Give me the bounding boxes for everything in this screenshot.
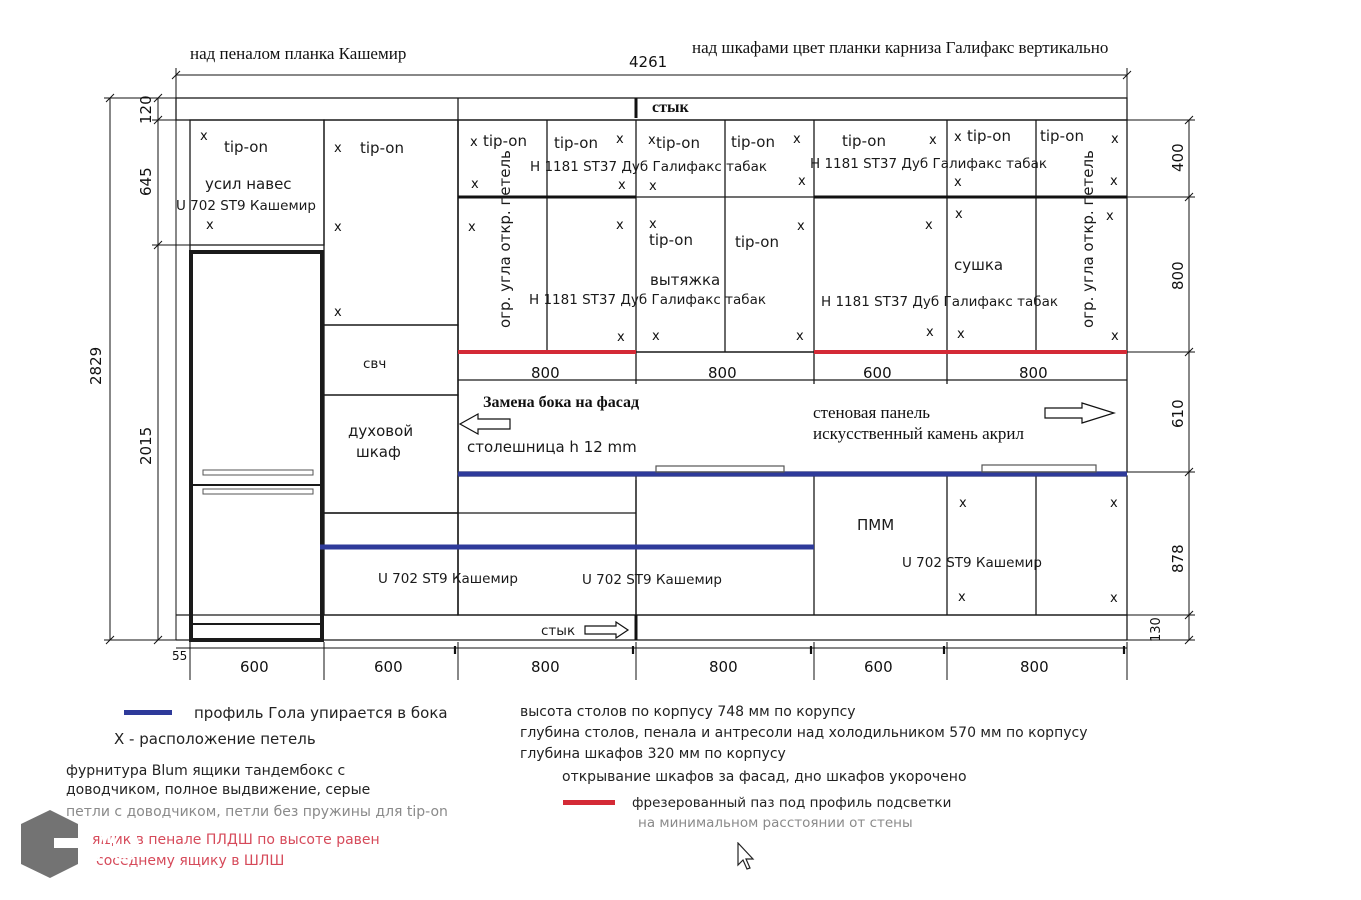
fridge	[191, 252, 322, 640]
halifax-upper-right-label: H 1181 ST37 Дуб Галифакс табак	[810, 156, 1048, 172]
legend-fittings-1: фурнитура Blum ящики тандембокс с	[66, 763, 346, 779]
wall-panel-note-1: стеновая панель	[813, 403, 931, 422]
dim-lower-tall: 2015	[137, 426, 155, 465]
hinge-mark: x	[959, 496, 967, 511]
hinge-mark: x	[796, 329, 804, 344]
hinge-mark: x	[616, 132, 624, 147]
hinge-mark: x	[925, 218, 933, 233]
hinge-mark: x	[206, 218, 214, 233]
worktop-note: столешница h 12 mm	[467, 438, 637, 456]
tipon-upper-7: tip-on	[1040, 127, 1084, 145]
gola-profiles	[320, 474, 1127, 547]
hinge-limit-left-label: огр. угла откр. петель	[496, 150, 514, 328]
dim-upper-1: 400	[1169, 143, 1187, 172]
width-base-1: 800	[531, 658, 560, 676]
hinge-mark: x	[1111, 329, 1119, 344]
dim-right-plinth: 130	[1149, 617, 1164, 642]
hinge-mark: x	[616, 218, 624, 233]
dishwasher-label: ПММ	[857, 516, 895, 534]
width-base-4: 800	[1020, 658, 1049, 676]
hinge-marks	[200, 129, 1119, 606]
overall-width-dimension	[172, 68, 1131, 98]
joint-bottom-label: стык	[541, 623, 576, 639]
tipon-upper-6: tip-on	[967, 127, 1011, 145]
kashemir-base-1-label: U 702 ST9 Кашемир	[378, 571, 518, 587]
hinge-mark: x	[1106, 209, 1114, 224]
tipon-upper-8: tip-on	[649, 231, 693, 249]
hinge-mark: x	[468, 220, 476, 235]
tipon-upper-9: tip-on	[735, 233, 779, 251]
kashemir-base-2-label: U 702 ST9 Кашемир	[582, 572, 722, 588]
upper-width-1: 800	[531, 364, 560, 382]
legend-min-distance: на минимальном расстоянии от стены	[638, 815, 913, 831]
hinge-mark: x	[1110, 174, 1118, 189]
mouse-cursor-icon	[736, 842, 756, 872]
microwave-label: свч	[363, 356, 387, 372]
legend-hinges: Х - расположение петель	[114, 730, 316, 748]
dim-antresol: 645	[137, 167, 155, 196]
dim-backsplash: 610	[1169, 399, 1187, 428]
legend-drawer-note-1: ящик в пенале ПЛДШ по высоте равен	[92, 832, 380, 848]
halifax-upper-left-label: H 1181 ST37 Дуб Галифакс табак	[530, 159, 768, 175]
legend-opening: открывание шкафов за фасад, дно шкафов укорочено	[562, 769, 967, 785]
legend-groove: фрезерованный паз под профиль подсветки	[632, 795, 952, 811]
header-left-note: над пеналом планка Кашемир	[190, 44, 407, 63]
watermark-logo	[18, 808, 158, 880]
reinforced-hanger-label: усил навес	[205, 175, 292, 193]
oven-label-2: шкаф	[356, 443, 401, 461]
hinge-mark: x	[1111, 132, 1119, 147]
tipon-tall-cabinet: tip-on	[360, 139, 404, 157]
legend-fittings-3: петли с доводчиком, петли без пружины для tip-on	[66, 804, 448, 820]
hinge-mark: x	[929, 133, 937, 148]
tipon-upper-2: tip-on	[554, 134, 598, 152]
hinge-mark: x	[618, 178, 626, 193]
watermark-text: VO	[82, 824, 141, 870]
hinge-mark: x	[200, 129, 208, 144]
arrow-right-icon	[1045, 403, 1114, 423]
bottom-width-dimensions	[176, 642, 1127, 680]
tipon-upper-1: tip-on	[483, 132, 527, 150]
hinge-mark: x	[334, 305, 342, 320]
kashemir-antresol-label: U 702 ST9 Кашемир	[176, 198, 316, 214]
hinge-mark: x	[793, 132, 801, 147]
hinge-mark: x	[926, 325, 934, 340]
legend-gola: профиль Гола упирается в бока	[194, 704, 448, 722]
halifax-mid-right-label: H 1181 ST37 Дуб Галифакс табак	[821, 294, 1059, 310]
dim-left-plinth: 55	[172, 649, 188, 663]
hinge-mark: x	[958, 590, 966, 605]
tipon-upper-3: tip-on	[656, 134, 700, 152]
legend-fittings-2: доводчиком, полное выдвижение, серые	[66, 782, 371, 798]
groove-legend-swatch	[563, 800, 615, 805]
halifax-mid-left-label: H 1181 ST37 Дуб Галифакс табак	[529, 292, 767, 308]
dim-upper-2: 800	[1169, 261, 1187, 290]
hinge-mark: x	[648, 133, 656, 148]
hinge-mark: x	[617, 330, 625, 345]
hinge-mark: x	[471, 177, 479, 192]
dim-overall-height: 2829	[87, 346, 105, 385]
width-tall-cabinet: 600	[374, 658, 403, 676]
tipon-upper-4: tip-on	[731, 133, 775, 151]
width-base-3: 600	[864, 658, 893, 676]
hinge-mark: x	[649, 217, 657, 232]
legend-table-depth: глубина столов, пенала и антресоли над холодильником 570 мм по корпусу	[520, 725, 1088, 741]
overall-width-label: 4261	[629, 53, 668, 71]
hinge-mark: x	[649, 179, 657, 194]
tipon-left-antresol: tip-on	[224, 138, 268, 156]
arrow-left-icon	[460, 414, 510, 434]
hinge-mark: x	[798, 174, 806, 189]
dim-top-strip: 120	[137, 95, 155, 124]
kashemir-base-3-label: U 702 ST9 Кашемир	[902, 555, 1042, 571]
wall-panel-note-2: искусственный камень акрил	[813, 424, 1024, 443]
replace-side-note: Замена бока на фасад	[483, 394, 640, 411]
hinge-mark: x	[652, 329, 660, 344]
tipon-upper-5: tip-on	[842, 132, 886, 150]
hood-label: вытяжка	[650, 271, 721, 289]
hinge-mark: x	[470, 135, 478, 150]
oven-label-1: духовой	[348, 422, 414, 440]
hinge-limit-right-label: огр. угла откр. петель	[1079, 150, 1097, 328]
header-right-note: над шкафами цвет планки карниза Галифакс вертикально	[692, 38, 1109, 57]
hinge-mark: x	[334, 141, 342, 156]
upper-width-4: 800	[1019, 364, 1048, 382]
upper-width-2: 800	[708, 364, 737, 382]
joint-arrow-icon	[585, 622, 628, 638]
dish-dryer-label: сушка	[954, 256, 1004, 274]
hinge-mark: x	[954, 175, 962, 190]
dim-base: 878	[1169, 544, 1187, 573]
upper-width-3: 600	[863, 364, 892, 382]
width-fridge: 600	[240, 658, 269, 676]
hinge-mark: x	[1110, 591, 1118, 606]
joint-top-label: стык	[652, 99, 689, 116]
hinge-mark: x	[955, 207, 963, 222]
width-base-2: 800	[709, 658, 738, 676]
hinge-mark: x	[1110, 496, 1118, 511]
gola-legend-swatch	[124, 710, 172, 715]
hinge-mark: x	[797, 219, 805, 234]
legend-drawer-note-2: соседнему ящику в ШЛШ	[96, 853, 285, 869]
legend-table-height: высота столов по корпусу 748 мм по корупсу	[520, 704, 856, 720]
legend-cabinet-depth: глубина шкафов 320 мм по корпусу	[520, 746, 786, 762]
hinge-mark: x	[334, 220, 342, 235]
hob	[656, 465, 1096, 472]
hinge-mark: x	[957, 327, 965, 342]
hinge-mark: x	[954, 130, 962, 145]
